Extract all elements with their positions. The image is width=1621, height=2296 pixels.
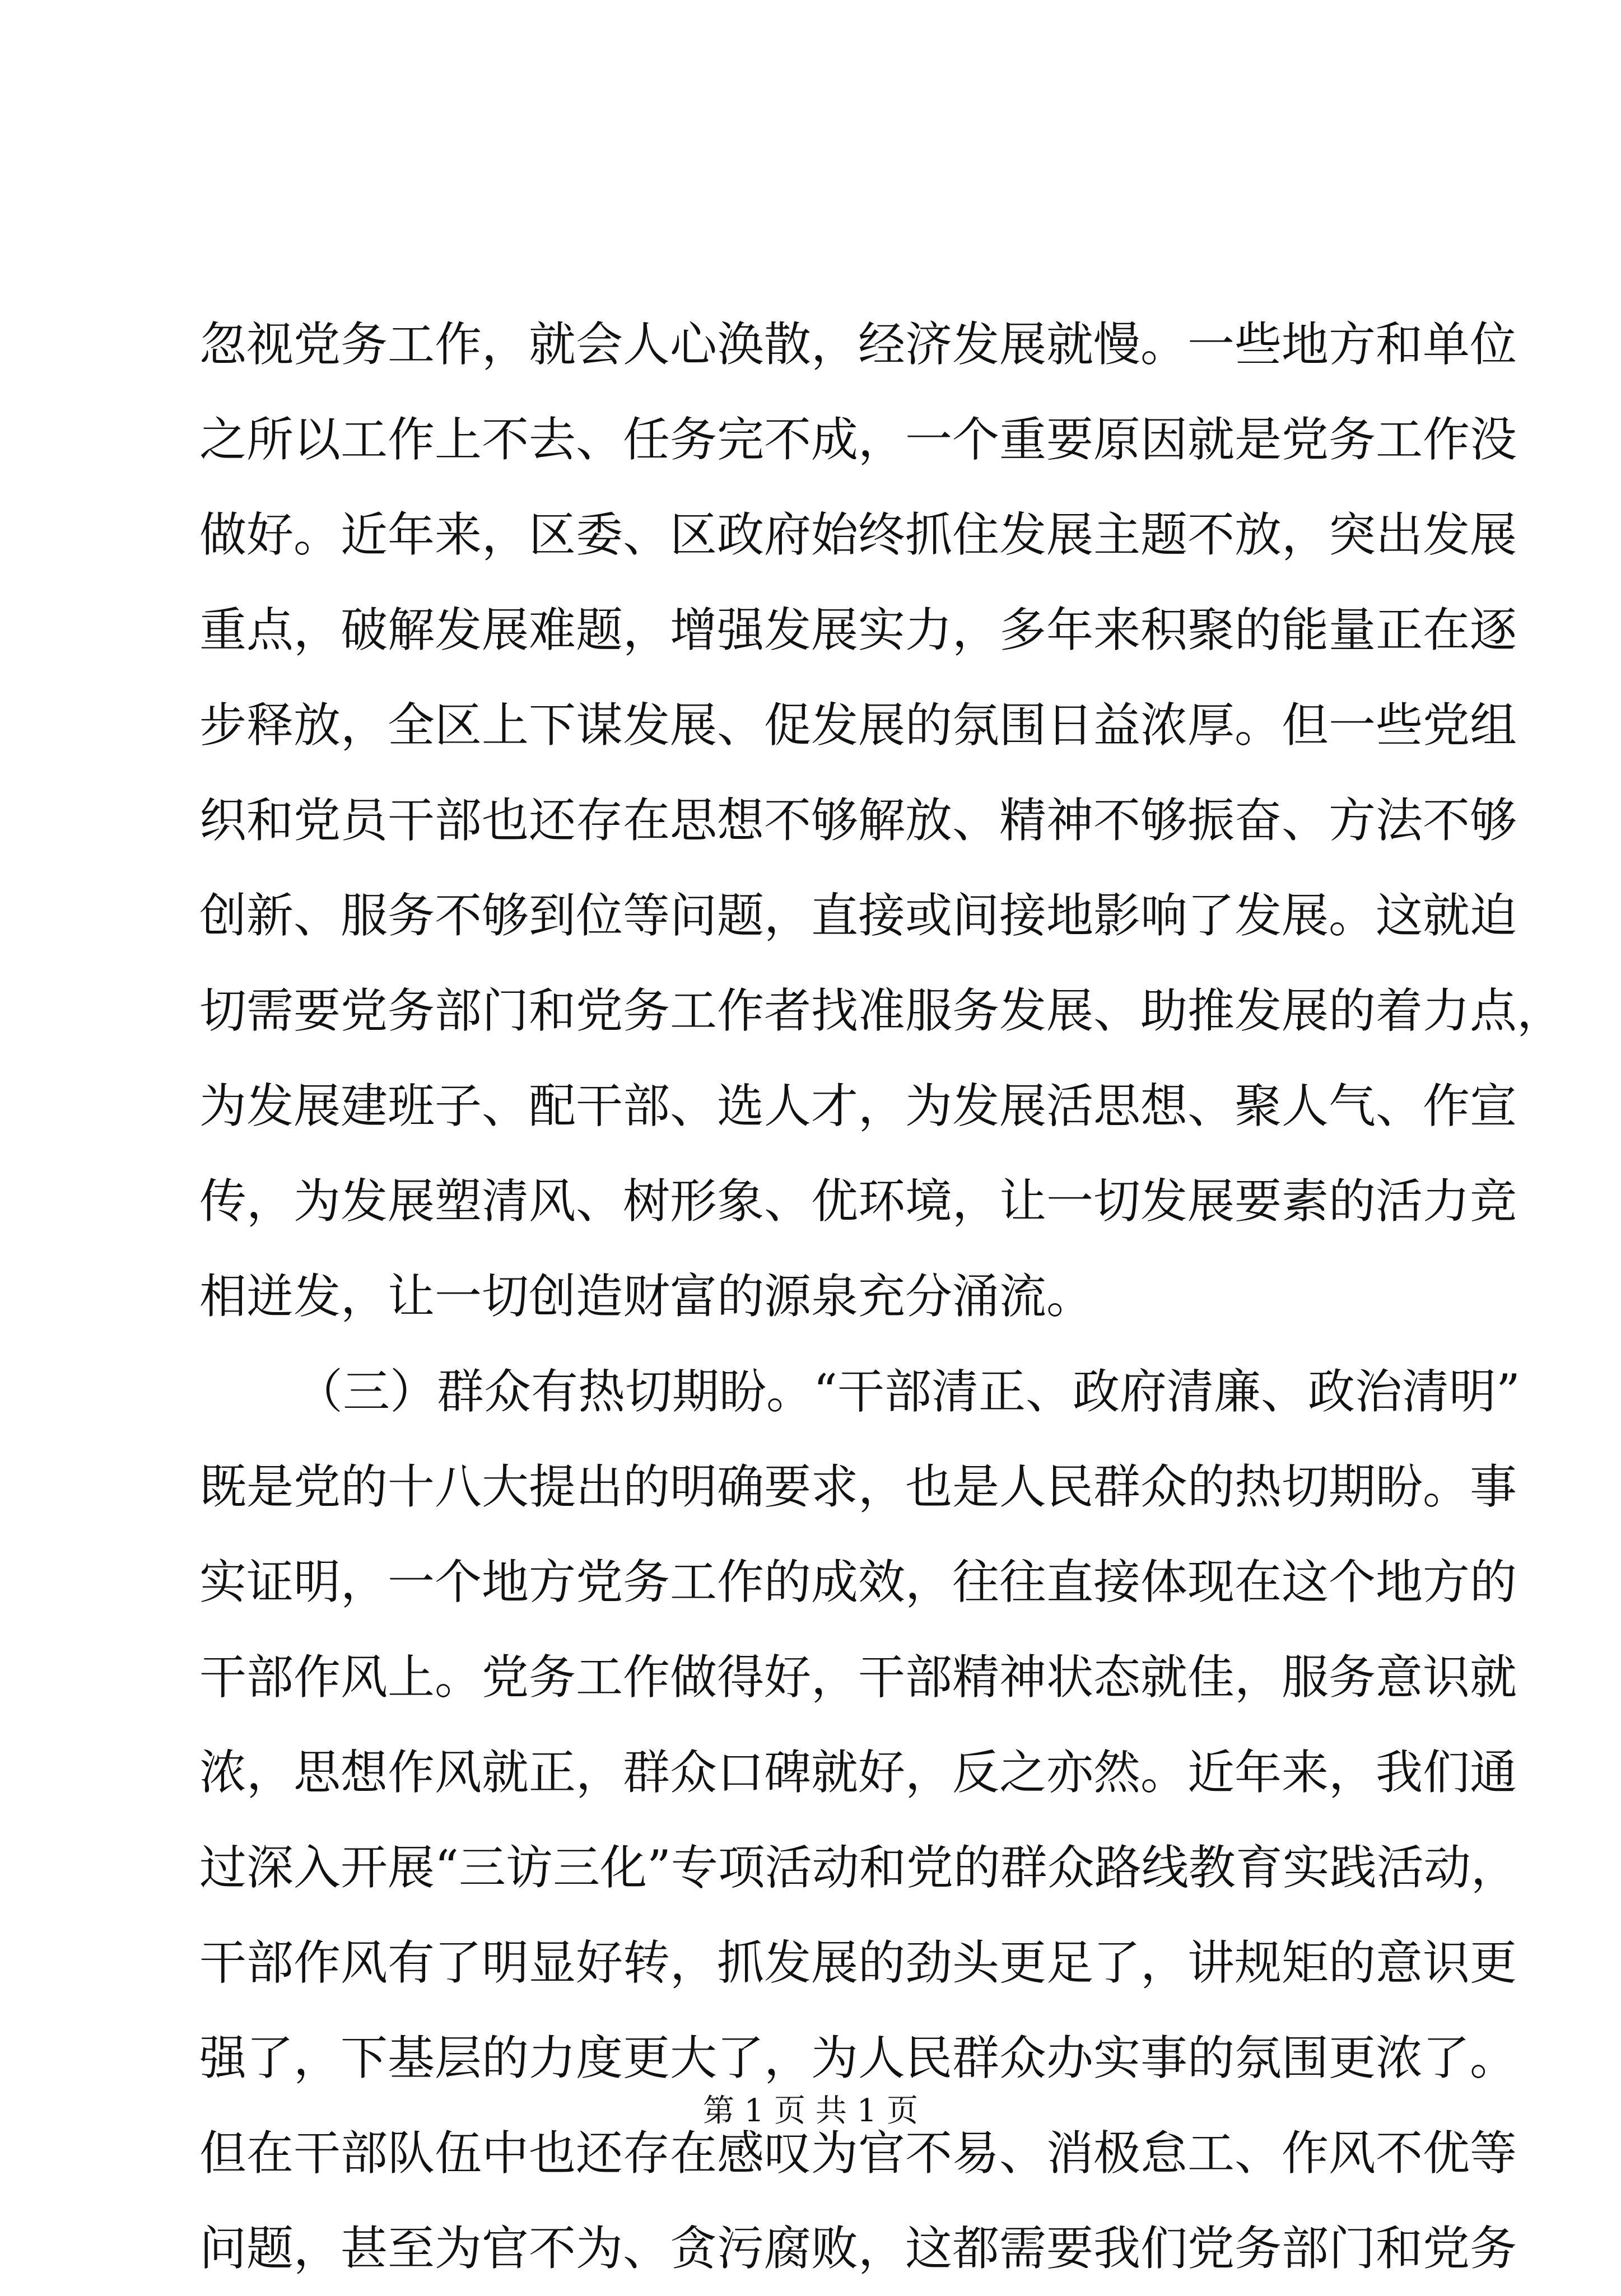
text-line: 强了，下基层的力度更大了，为人民群众办实事的氛围更浓了。 [199,2031,1517,2085]
text-line: 织和党员干部也还存在思想不够解放、精神不够振奋、方法不够 [199,793,1517,848]
text-line: 干部作风有了明显好转，抓发展的劲头更足了，讲规矩的意识更 [199,1935,1517,1990]
text-line: 忽视党务工作，就会人心涣散，经济发展就慢。一些地方和单位 [199,317,1517,372]
text-line: 过深入开展“三访三化”专项活动和党的群众路线教育实践活动， [199,1840,1518,1895]
text-line: 步释放，全区上下谋发展、促发展的氛围日益浓厚。但一些党组 [199,698,1517,753]
text-line: 做好。近年来，区委、区政府始终抓住发展主题不放，突出发展 [199,507,1517,562]
text-line: 传，为发展塑清风、树形象、优环境，让一切发展要素的活力竞 [199,1174,1517,1229]
document-body [199,297,1564,2296]
text-line: 相迸发，让一切创造财富的源泉充分涌流。 [199,1269,1094,1324]
text-line: 干部作风上。党务工作做得好，干部精神状态就佳，服务意识就 [199,1650,1517,1705]
text-line: 为发展建班子、配干部、选人才，为发展活思想、聚人气、作宣 [199,1079,1517,1133]
section-heading-line: （三）群众有热切期盼。“干部清正、政府清廉、政治清明” [296,1364,1520,1419]
text-line: 之所以工作上不去、任务完不成，一个重要原因就是党务工作没 [199,412,1517,467]
text-line: 重点，破解发展难题，增强发展实力，多年来积聚的能量正在逐 [199,603,1517,657]
text-line: 浓，思想作风就正，群众口碑就好，反之亦然。近年来，我们通 [199,1745,1517,1800]
text-line: 但在干部队伍中也还存在感叹为官不易、消极怠工、作风不优等 [199,2126,1517,2181]
page-number-footer: 第 1 页 共 1 页 [702,2093,919,2129]
text-line: 问题，甚至为官不为、贪污腐败，这都需要我们党务部门和党务 [199,2221,1517,2276]
text-line: 创新、服务不够到位等问题，直接或间接地影响了发展。这就迫 [199,888,1517,943]
text-line: 切需要党务部门和党务工作者找准服务发展、助推发展的着力点， [199,983,1564,1038]
text-line: 实证明，一个地方党务工作的成效，往往直接体现在这个地方的 [199,1555,1517,1609]
text-line: 既是党的十八大提出的明确要求，也是人民群众的热切期盼。事 [199,1459,1517,1514]
